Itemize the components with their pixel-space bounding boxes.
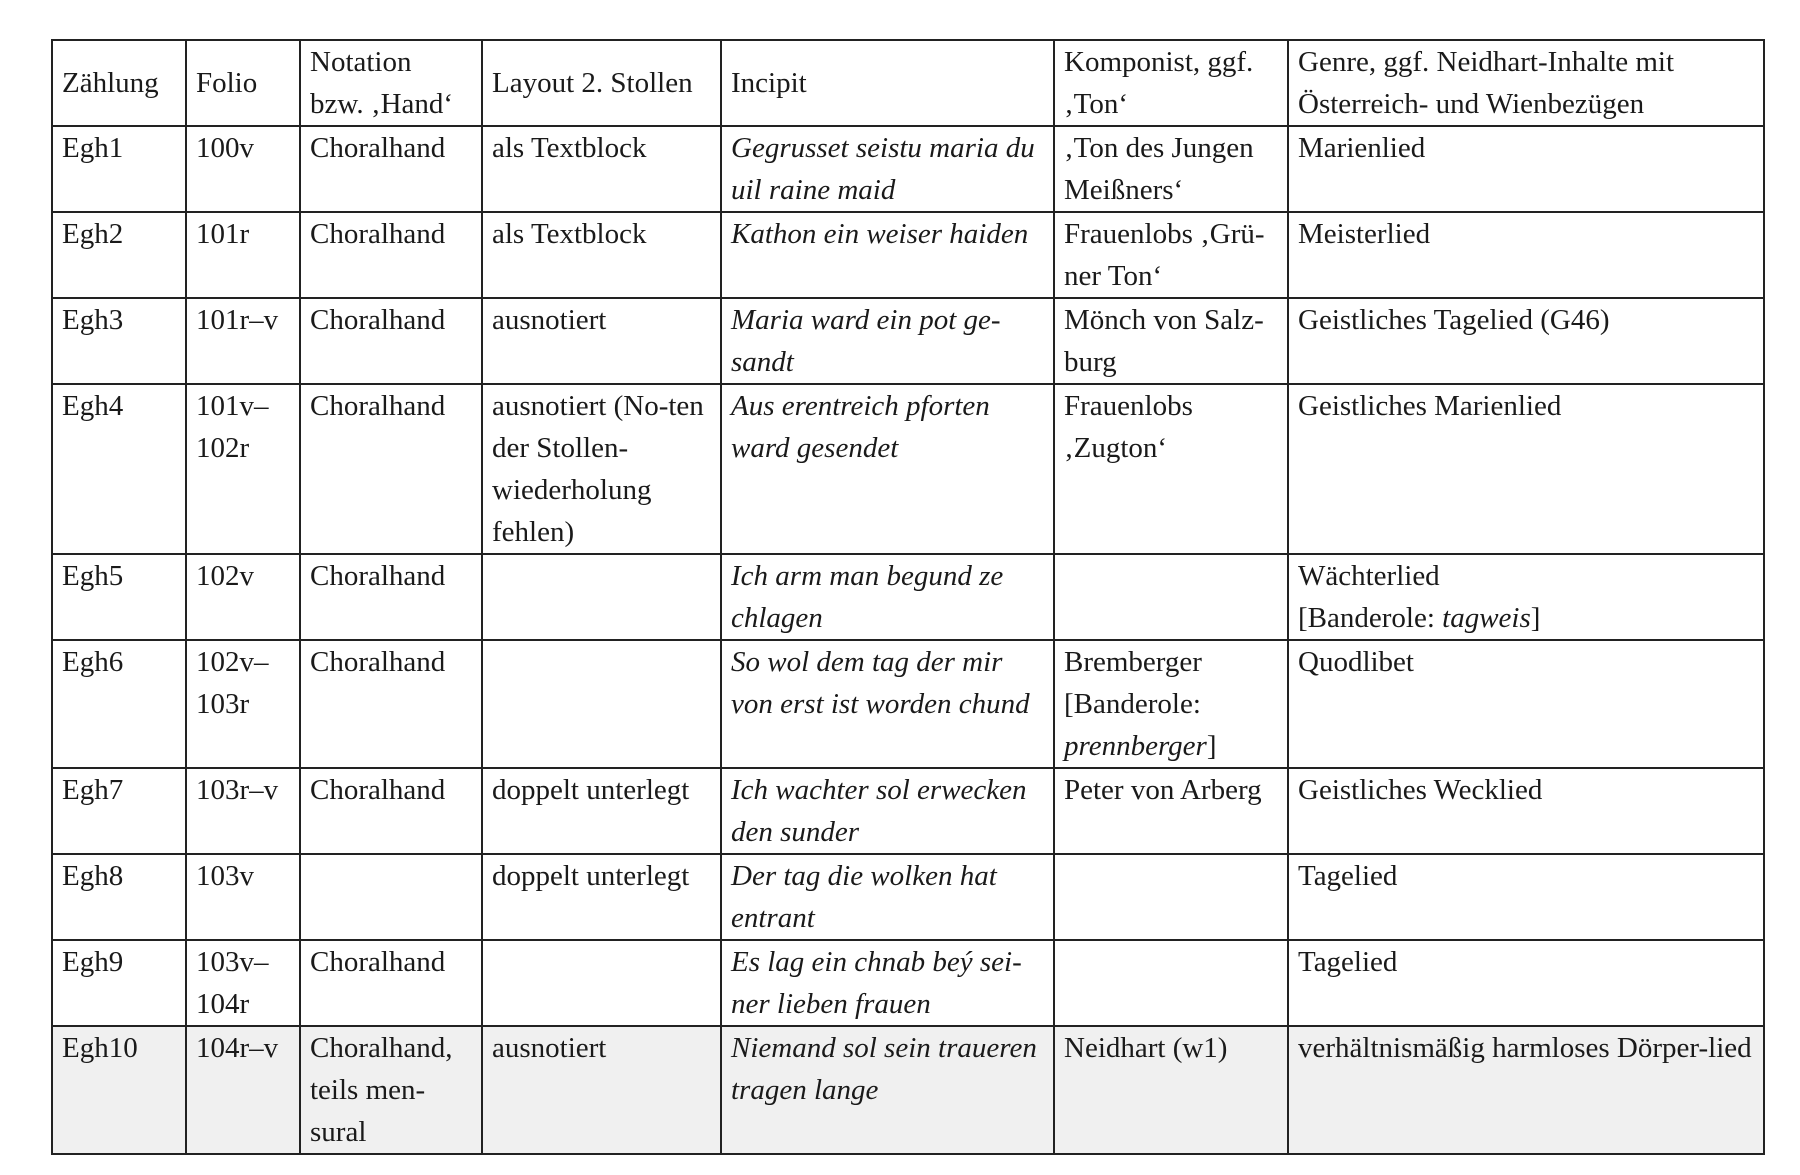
song-table bbox=[51, 39, 1765, 1155]
cell-genre: Geistliches Wecklied bbox=[1288, 768, 1764, 854]
cell-genre: Tagelied bbox=[1288, 940, 1764, 1026]
banderole-word: tagweis bbox=[1442, 602, 1531, 634]
cell-zaehlung: Egh9 bbox=[52, 940, 186, 1026]
cell-incipit: Ich wachter sol erwecken den sunder bbox=[721, 768, 1054, 854]
cell-folio: 103v–104r bbox=[186, 940, 300, 1026]
cell-notation: Choralhand bbox=[300, 768, 482, 854]
cell-zaehlung: Egh4 bbox=[52, 384, 186, 554]
genre-text: Wächterlied bbox=[1298, 560, 1440, 592]
table-row bbox=[52, 384, 1764, 554]
cell-komponist: Mönch von Salz-burg bbox=[1054, 298, 1288, 384]
cell-genre: verhältnismäßig harmloses Dörper-lied bbox=[1288, 1026, 1764, 1154]
cell-komponist bbox=[1054, 854, 1288, 940]
cell-notation: Choralhand bbox=[300, 384, 482, 554]
cell-layout bbox=[482, 554, 721, 640]
header-komponist: Komponist, ggf. ‚Ton‘ bbox=[1054, 40, 1288, 126]
cell-genre: Quodlibet bbox=[1288, 640, 1764, 768]
table-row bbox=[52, 940, 1764, 1026]
cell-komponist bbox=[1054, 640, 1288, 768]
cell-genre: Geistliches Tagelied (G46) bbox=[1288, 298, 1764, 384]
cell-genre: Marienlied bbox=[1288, 126, 1764, 212]
table-row bbox=[52, 1026, 1764, 1154]
cell-zaehlung: Egh5 bbox=[52, 554, 186, 640]
cell-komponist bbox=[1054, 554, 1288, 640]
banderole-word: prennberger bbox=[1064, 730, 1207, 762]
table-row bbox=[52, 554, 1764, 640]
cell-layout: ausnotiert bbox=[482, 1026, 721, 1154]
cell-genre: Meisterlied bbox=[1288, 212, 1764, 298]
banderole-prefix: [Banderole: bbox=[1298, 602, 1443, 634]
cell-zaehlung: Egh8 bbox=[52, 854, 186, 940]
cell-incipit: Kathon ein weiser haiden bbox=[721, 212, 1054, 298]
header-row bbox=[52, 40, 1764, 126]
cell-folio: 101r bbox=[186, 212, 300, 298]
cell-folio: 101v–102r bbox=[186, 384, 300, 554]
cell-notation bbox=[300, 854, 482, 940]
banderole-note bbox=[1298, 597, 1754, 639]
cell-komponist: Frauenlobs ‚Zugton‘ bbox=[1054, 384, 1288, 554]
cell-zaehlung: Egh10 bbox=[52, 1026, 186, 1154]
cell-zaehlung: Egh1 bbox=[52, 126, 186, 212]
banderole-note bbox=[1064, 725, 1278, 767]
header-incipit: Incipit bbox=[721, 40, 1054, 126]
cell-notation: Choralhand bbox=[300, 640, 482, 768]
cell-folio: 103v bbox=[186, 854, 300, 940]
header-folio: Folio bbox=[186, 40, 300, 126]
cell-notation: Choralhand, teils men-sural bbox=[300, 1026, 482, 1154]
cell-incipit: Aus erentreich pforten ward gesendet bbox=[721, 384, 1054, 554]
cell-notation: Choralhand bbox=[300, 554, 482, 640]
cell-layout: doppelt unterlegt bbox=[482, 768, 721, 854]
cell-folio: 102v bbox=[186, 554, 300, 640]
cell-incipit: Gegrusset seistu maria du uil raine maid bbox=[721, 126, 1054, 212]
cell-komponist bbox=[1054, 940, 1288, 1026]
header-notation: Notation bzw. ‚Hand‘ bbox=[300, 40, 482, 126]
cell-folio: 102v–103r bbox=[186, 640, 300, 768]
cell-zaehlung: Egh6 bbox=[52, 640, 186, 768]
cell-layout bbox=[482, 640, 721, 768]
cell-genre bbox=[1288, 554, 1764, 640]
cell-folio: 103r–v bbox=[186, 768, 300, 854]
cell-layout: ausnotiert bbox=[482, 298, 721, 384]
cell-folio: 101r–v bbox=[186, 298, 300, 384]
cell-layout bbox=[482, 940, 721, 1026]
cell-notation: Choralhand bbox=[300, 212, 482, 298]
table-row bbox=[52, 854, 1764, 940]
banderole-suffix: ] bbox=[1530, 602, 1541, 634]
cell-folio: 100v bbox=[186, 126, 300, 212]
header-zaehlung: Zählung bbox=[52, 40, 186, 126]
cell-incipit: Es lag ein chnab beý sei-ner lieben frauen bbox=[721, 940, 1054, 1026]
cell-komponist: Peter von Arberg bbox=[1054, 768, 1288, 854]
table-row bbox=[52, 298, 1764, 384]
cell-incipit: Maria ward ein pot ge-sandt bbox=[721, 298, 1054, 384]
cell-genre: Tagelied bbox=[1288, 854, 1764, 940]
table-row bbox=[52, 212, 1764, 298]
cell-notation: Choralhand bbox=[300, 940, 482, 1026]
komponist-text: Bremberger [Banderole: bbox=[1064, 646, 1202, 720]
cell-genre: Geistliches Marienlied bbox=[1288, 384, 1764, 554]
cell-komponist: Frauenlobs ‚Grü-ner Ton‘ bbox=[1054, 212, 1288, 298]
cell-layout: ausnotiert (No-ten der Stollen-wiederholung fehlen) bbox=[482, 384, 721, 554]
cell-zaehlung: Egh2 bbox=[52, 212, 186, 298]
cell-incipit: Niemand sol sein traueren tragen lange bbox=[721, 1026, 1054, 1154]
table-row bbox=[52, 768, 1764, 854]
table-row bbox=[52, 126, 1764, 212]
table-row bbox=[52, 640, 1764, 768]
header-layout: Layout 2. Stollen bbox=[482, 40, 721, 126]
cell-zaehlung: Egh3 bbox=[52, 298, 186, 384]
cell-notation: Choralhand bbox=[300, 126, 482, 212]
cell-komponist: Neidhart (w1) bbox=[1054, 1026, 1288, 1154]
cell-layout: als Textblock bbox=[482, 212, 721, 298]
cell-zaehlung: Egh7 bbox=[52, 768, 186, 854]
cell-layout: doppelt unterlegt bbox=[482, 854, 721, 940]
cell-incipit: Ich arm man begund ze chlagen bbox=[721, 554, 1054, 640]
cell-layout: als Textblock bbox=[482, 126, 721, 212]
cell-incipit: So wol dem tag der mir von erst ist worden chund bbox=[721, 640, 1054, 768]
banderole-suffix: ] bbox=[1206, 730, 1217, 762]
cell-folio: 104r–v bbox=[186, 1026, 300, 1154]
cell-notation: Choralhand bbox=[300, 298, 482, 384]
cell-komponist: ‚Ton des Jungen Meißners‘ bbox=[1054, 126, 1288, 212]
header-genre: Genre, ggf. Neidhart-Inhalte mit Österreich- und Wienbezügen bbox=[1288, 40, 1764, 126]
cell-incipit: Der tag die wolken hat entrant bbox=[721, 854, 1054, 940]
